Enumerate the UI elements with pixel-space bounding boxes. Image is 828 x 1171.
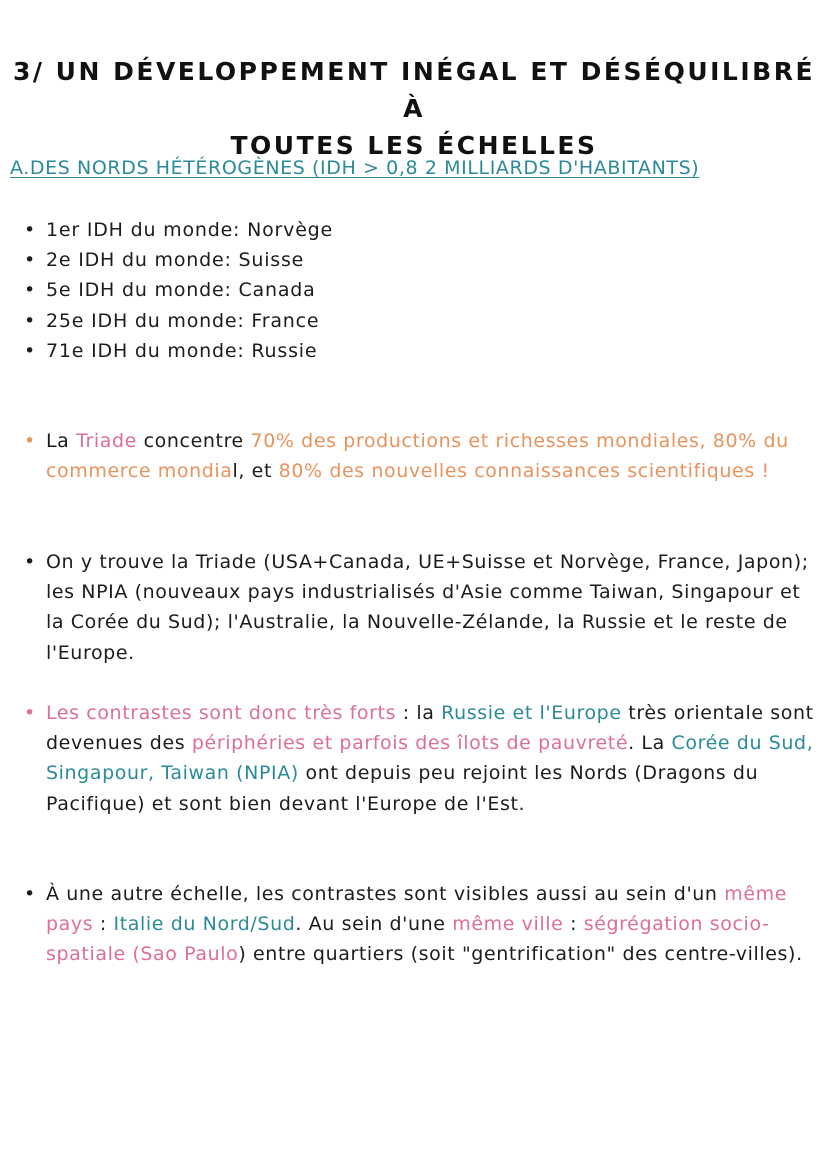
highlight-contrasts: Les contrastes sont donc très forts <box>46 702 397 724</box>
list-item: • 1er IDH du monde: Norvège <box>24 215 333 245</box>
idh-ranking-list <box>24 215 333 366</box>
paragraph-scales <box>24 879 814 970</box>
list-item: • 71e IDH du monde: Russie <box>24 336 333 366</box>
text-span: : <box>93 913 114 936</box>
highlight-statistics: 70% des productions et richesses mondiales, 80% du commerce mondia <box>46 430 789 483</box>
text-span: l, et <box>232 460 279 483</box>
title-line-2: TOUTES LES ÉCHELLES <box>230 130 598 160</box>
highlight-same-city: même ville <box>452 913 564 936</box>
text-span: ) entre quartiers (soit "gentrification" des centre-villes). <box>238 943 803 966</box>
paragraph-contrasts <box>24 698 814 819</box>
highlight-segregation: ségrégation socio-spatiale (Sao Paulo <box>46 913 770 966</box>
text-span: À une autre échelle, les contrastes sont visibles aussi au sein d'un <box>46 883 725 905</box>
text-span: . Au sein d'une <box>295 913 453 936</box>
highlight-peripheries: périphéries et parfois des îlots de pauvreté <box>191 732 629 755</box>
highlight-statistics: 80% des nouvelles connaissances scientifiques ! <box>278 460 770 483</box>
text-span: La <box>46 430 77 452</box>
bullet-icon: • <box>24 551 36 573</box>
paragraph-text: On y trouve la Triade (USA+Canada, UE+Suisse et Norvège, France, Japon); les NPIA (nouveaux pays industrialisés d'Asie comme Taiwan, Singapour et la Corée du Sud); l'Australie, la Nouvelle-Zélande, la Russie et le reste de l'Europe. <box>46 551 809 664</box>
list-item: • 5e IDH du monde: Canada <box>24 275 333 305</box>
title-line-1: 3/ UN DÉVELOPPEMENT INÉGAL ET DÉSÉQUILIBRÉ À <box>12 56 816 123</box>
list-item: • 2e IDH du monde: Suisse <box>24 245 333 275</box>
text-span: : la <box>396 702 442 724</box>
text-span: : <box>563 913 584 936</box>
bullet-icon: • <box>24 702 36 724</box>
highlight-same-country: même pays <box>46 883 788 936</box>
highlight-npia: Corée du Sud, Singapour, Taiwan (NPIA) <box>46 732 814 785</box>
section-heading: A.DES NORDS HÉTÉROGÈNES (IDH > 0,8 2 MILLIARDS D'HABITANTS) <box>10 157 700 179</box>
paragraph-composition <box>24 547 814 668</box>
text-span: . La <box>628 732 672 755</box>
list-item: • 25e IDH du monde: France <box>24 306 333 336</box>
text-span: concentre <box>136 430 251 452</box>
text-span: ont depuis peu rejoint les Nords (Dragons du Pacifique) et sont bien devant l'Europe de l'Est. <box>46 762 759 815</box>
paragraph-triade <box>24 426 814 486</box>
highlight-italy: Italie du Nord/Sud <box>113 913 296 936</box>
bullet-icon: • <box>24 883 36 905</box>
page-title <box>0 53 828 164</box>
highlight-russia-europe: Russie et l'Europe <box>441 702 622 724</box>
text-span: très orientale sont devenues des <box>46 702 814 755</box>
bullet-icon: • <box>24 430 36 452</box>
highlight-triade: Triade <box>76 430 137 452</box>
